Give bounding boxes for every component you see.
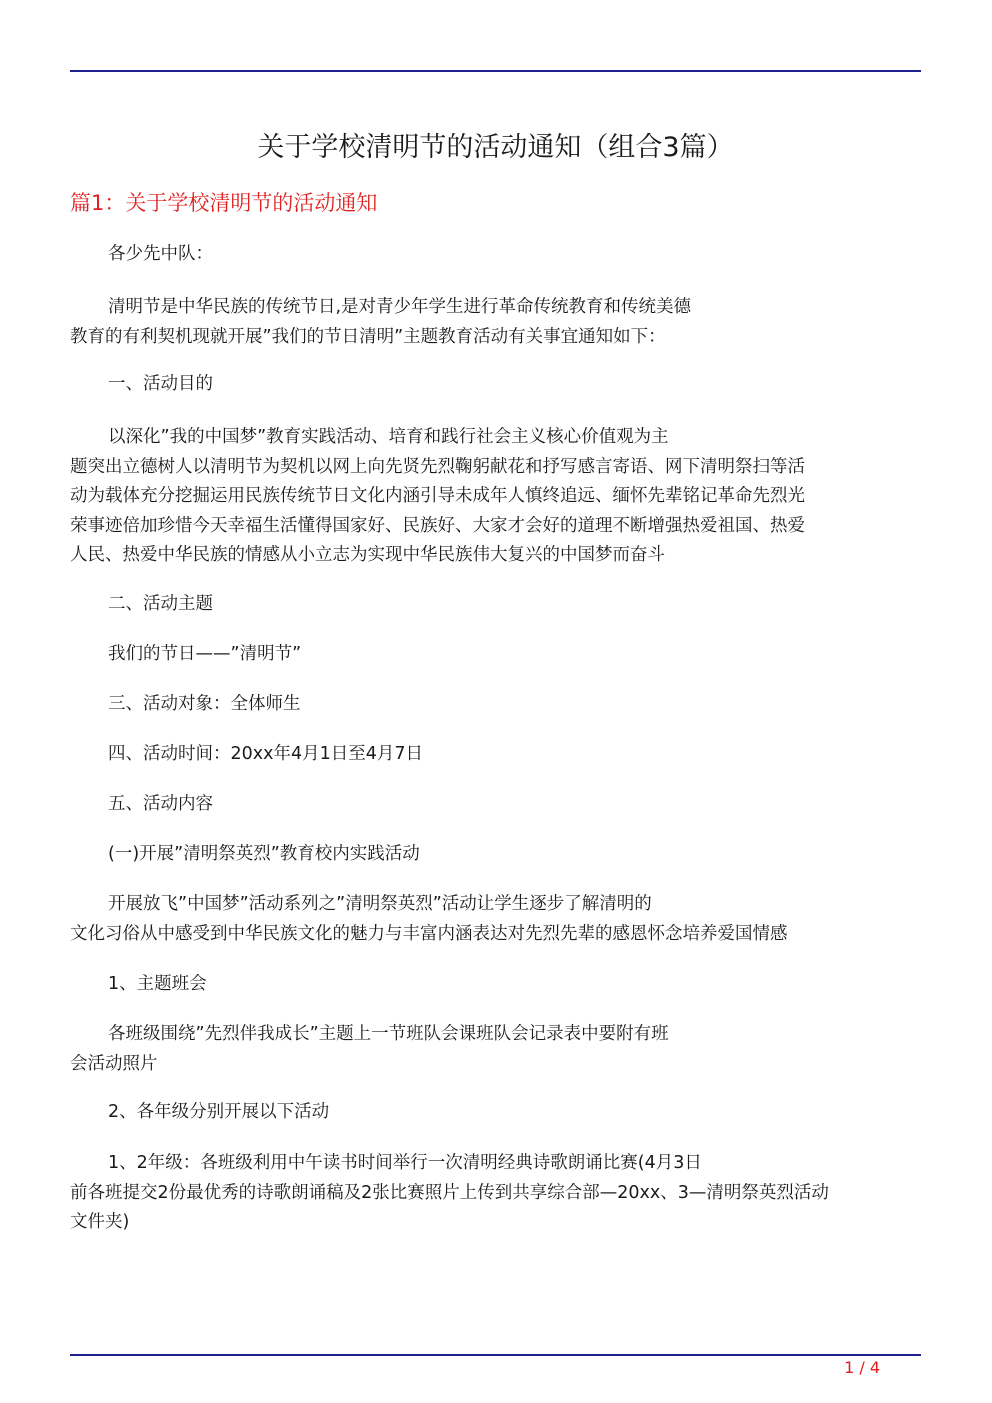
paragraph [70, 423, 805, 571]
paragraph [70, 293, 691, 352]
paragraph-line: 文化习俗从中感受到中华民族文化的魅力与丰富内涵表达对先烈先辈的感恩怀念培养爱国情感 [70, 923, 788, 944]
paragraph-line: 动为载体充分挖掘运用民族传统节日文化内涵引导未成年人慎终追远、缅怀先辈铭记革命先烈光 [70, 486, 805, 506]
paragraph-line: 会活动照片 [70, 1053, 158, 1074]
paragraph-line: 四、活动时间：20xx年4月1日至4月7日 [108, 744, 424, 764]
paragraph-line: 五、活动内容 [108, 794, 213, 814]
paragraph-line: 一、活动目的 [108, 374, 213, 394]
header-rule [70, 70, 921, 72]
paragraph-line: 前各班提交2份最优秀的诗歌朗诵稿及2张比赛照片上传到共享综合部—20xx、3—清明祭英烈活动 [70, 1182, 829, 1203]
paragraph-line: 开展放飞”中国梦”活动系列之”清明祭英烈”活动让学生逐步了解清明的 [108, 894, 652, 914]
paragraph-line: 2、各年级分别开展以下活动 [108, 1102, 330, 1122]
paragraph-line: 人民、热爱中华民族的情感从小立志为实现中华民族伟大复兴的中国梦而奋斗 [70, 545, 665, 565]
paragraph-line: 各少先中队： [108, 244, 213, 264]
page-number: 1 / 4 [844, 1358, 880, 1377]
paragraph-line: 各班级围绕”先烈伴我成长”主题上一节班队会课班队会记录表中要附有班 [108, 1024, 669, 1044]
paragraph [70, 890, 788, 949]
paragraph-line: 二、活动主题 [108, 594, 213, 614]
paragraph [70, 690, 301, 720]
paragraph-line: 三、活动对象：全体师生 [108, 694, 301, 714]
paragraph-line: 1、2年级：各班级利用中午读书时间举行一次清明经典诗歌朗诵比赛(4月3日 [108, 1153, 702, 1173]
paragraph [70, 370, 213, 400]
paragraph [70, 590, 213, 620]
document-title: 关于学校清明节的活动通知（组合3篇） [257, 132, 734, 163]
paragraph-line: (一)开展”清明祭英烈”教育校内实践活动 [108, 844, 420, 864]
paragraph [70, 1149, 829, 1238]
paragraph [70, 790, 213, 820]
paragraph [70, 740, 423, 770]
paragraph [70, 640, 301, 670]
paragraph [70, 1098, 329, 1128]
paragraph [70, 970, 207, 1000]
paragraph-line: 以深化”我的中国梦”教育实践活动、培育和践行社会主义核心价值观为主 [108, 427, 669, 447]
paragraph [70, 1020, 669, 1079]
paragraph-line: 教育的有利契机现就开展”我们的节日清明”主题教育活动有关事宜通知如下： [70, 326, 666, 347]
paragraph-line: 荣事迹倍加珍惜今天幸福生活懂得国家好、民族好、大家才会好的道理不断增强热爱祖国、热爱 [70, 515, 805, 536]
paragraph [70, 240, 213, 270]
footer-rule [70, 1354, 921, 1356]
paragraph [70, 840, 420, 870]
section-heading: 篇1：关于学校清明节的活动通知 [70, 191, 378, 215]
paragraph-line: 题突出立德树人以清明节为契机以网上向先贤先烈鞠躬献花和抒写感言寄语、网下清明祭扫等活 [70, 456, 805, 477]
paragraph-line: 我们的节日——”清明节” [108, 644, 302, 664]
paragraph-line: 1、主题班会 [108, 974, 207, 994]
paragraph-line: 文件夹) [70, 1212, 130, 1232]
paragraph-line: 清明节是中华民族的传统节日,是对青少年学生进行革命传统教育和传统美德 [108, 297, 692, 317]
